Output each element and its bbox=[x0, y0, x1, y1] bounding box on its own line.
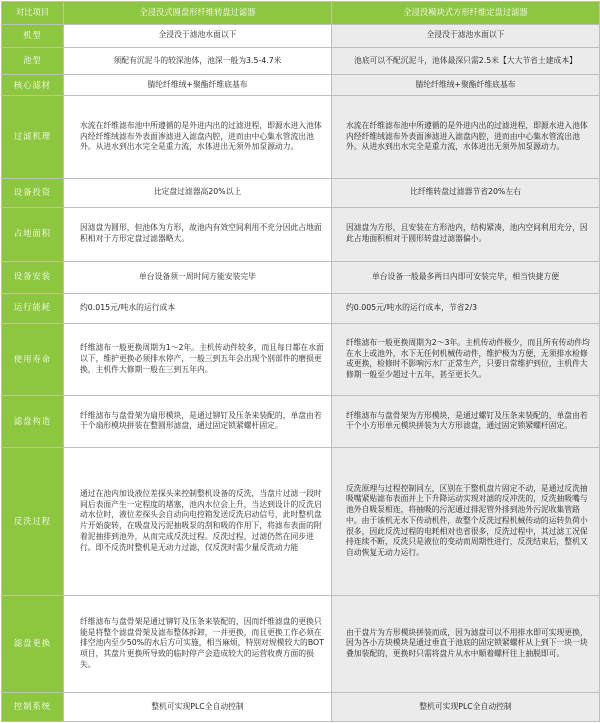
table-header-row bbox=[2, 2, 600, 25]
table-row bbox=[2, 47, 600, 75]
cell-product-b: 单台设备一般最多两日内即可安装完毕，相当快捷方便 bbox=[332, 261, 600, 293]
cell-product-a: 纤维滤布与盘骨架为扇形模块，是通过铆钉及压条来装配的，单盘由若干个扇形模块拼装在整圆形滤盘，通过固定锁紧螺杆固定。 bbox=[64, 396, 332, 448]
row-label: 核心滤材 bbox=[2, 75, 64, 96]
cell-product-b: 因滤盘为方形，且安装在方形池内，结构紧凑，池内空间利用充分，因此占地面积相对于圆形转盘过滤器偏小。 bbox=[332, 207, 600, 261]
table-row bbox=[2, 692, 600, 721]
table-row bbox=[2, 261, 600, 293]
row-label: 运行能耗 bbox=[2, 293, 64, 323]
table-row bbox=[2, 293, 600, 323]
cell-product-a: 纤维滤布与盘骨架是通过铆钉及压条来装配的，因而纤维滤盘的更换只能是将整个滤盘骨架及滤布整体拆卸，一并更换，而且更换工作必须在排空池内至少50%的水后方可实施，相当麻烦，特别对规模较大的BOT项目，其盘片更换所导致的临时停产会造成较大的运营收费方面的损失。 bbox=[64, 595, 332, 692]
table-row bbox=[2, 447, 600, 595]
cell-product-b: 腈纶纤维绒+聚酯纤维底基布 bbox=[332, 75, 600, 96]
cell-product-a: 纤维滤布一般更换周期为1～2年。主机传动件较多，而且每日都在水面以下，维护更换必须排水停产，一般三到五年会出现个别部件的磨损更换，主机件大修期一般在三到五年内。 bbox=[64, 323, 332, 395]
cell-product-b: 反洗原理与过程控制同左，区别在于整机盘片固定不动，是通过反洗抽吸嘴紧贴滤布表面并上下升降运动实现对滤的反冲洗的，反洗抽吸嘴与池外自吸泵相连，将抽吸的污泥通过排泥管外排到池外污泥收集管路中。由于该机无水下传动机件，故整个反洗过程机械传动的运转负荷小很多，因此反洗过程的电耗相对也省很多，反洗过程中，其过滤工况保持连续不断，反洗只是液位的变动而周期性进行，反洗结束后，整机又自动恢复无动力运行。 bbox=[332, 447, 600, 595]
cell-product-a: 腈纶纤维绒+聚酯纤维底基布 bbox=[64, 75, 332, 96]
cell-product-a: 单台设备须一周时间方能安装完毕 bbox=[64, 261, 332, 293]
row-label: 设备安装 bbox=[2, 261, 64, 293]
cell-product-b: 约0.005元/吨水的运行成本，节省2/3 bbox=[332, 293, 600, 323]
row-label: 机型 bbox=[2, 24, 64, 47]
row-label: 占地面积 bbox=[2, 207, 64, 261]
cell-product-b: 池底可以不配沉泥斗，池体最深只需2.5米【大大节省土建成本】 bbox=[332, 47, 600, 75]
table-row bbox=[2, 75, 600, 96]
header-product-b: 全浸没模块式方形纤维定盘过滤器 bbox=[332, 2, 600, 25]
table-row bbox=[2, 595, 600, 692]
table-row bbox=[2, 207, 600, 261]
cell-product-b: 比纤维转盘过滤器节省20%左右 bbox=[332, 178, 600, 207]
cell-product-b: 由于盘片为方形模块拼装而成，因为滤盘可以不用排水即可实现更换，因为各小方块模块是通过垂直于池底的固定锁紧螺杆从上到下一块一块叠加装配的，更换时只需将盘片从水中顺着螺杆往上抽脱即可。 bbox=[332, 595, 600, 692]
cell-product-b: 纤维滤布与盘骨架为方形模块，是通过螺钉及压条来装配的，单盘由若干个小方形单元模块拼装为大方形滤盘，通过固定锁紧螺杆固定。 bbox=[332, 396, 600, 448]
row-label: 滤盘构造 bbox=[2, 396, 64, 448]
cell-product-a: 通过在池内加设液位差探头来控制整机设备的反洗，当盘片过滤一段时间后表面产生一定程度的堵塞，池内水位会上升，当达到设计的反洗启动水位时，液位差探头会自动向电控箱发送反洗启动信号，此时整机盘片开始旋转，在吸盘及污泥抽吸泵的刮和吸的作用下，将滤布表面的附着泥抽排到池外，从而完成反洗过程。反洗过程，过滤仍然在同步进行。即不反洗时整机是无动力过滤，仅反洗时需少量反洗动力能 bbox=[64, 447, 332, 595]
cell-product-a: 约0.015元/吨水的运行成本 bbox=[64, 293, 332, 323]
cell-product-b: 整机可实现PLC全自动控制 bbox=[332, 692, 600, 721]
cell-product-a: 比定盘过滤器高20%以上 bbox=[64, 178, 332, 207]
row-label: 控制系统 bbox=[2, 692, 64, 721]
table-row bbox=[2, 96, 600, 179]
row-label: 使用寿命 bbox=[2, 323, 64, 395]
cell-product-a: 水流在纤维滤布池中所遵循的是外进内出的过滤进程，即源水进入池体内经纤维绒滤布外表面渗滤进入滤盘内腔，进而由中心集水管流出池外。从进水到出水完全是重力流，水体进出无须外加泵源动力。 bbox=[64, 96, 332, 179]
table-row bbox=[2, 178, 600, 207]
row-label: 滤盘更换 bbox=[2, 595, 64, 692]
cell-product-b: 水流在纤维滤布池中所遵循的是外进内出的过滤进程，即源水进入池体内经纤维绒滤布外表面渗滤进入滤盘内腔，进而由中心集水管流出池外。从进水到出水完全是重力流，水体进出无须外加泵源动力。 bbox=[332, 96, 600, 179]
row-label: 反洗过程 bbox=[2, 447, 64, 595]
row-label: 池型 bbox=[2, 47, 64, 75]
comparison-table bbox=[1, 1, 600, 722]
table-row bbox=[2, 24, 600, 47]
cell-product-b: 纤维滤布一般更换周期为2～3年。主机传动件极少，而且所有传动件均在水上或池外，水下无任何机械传动件，维护极为方便，无须排水检修或更换，检修时不影响污水厂正常生产，只要日常维护到位，主机件大修期一般至少超过十五年，甚至更长久。 bbox=[332, 323, 600, 395]
header-product-a: 全浸没式圆盘形纤维转盘过滤器 bbox=[64, 2, 332, 25]
cell-product-a: 全浸没于滤池水面以下 bbox=[64, 24, 332, 47]
row-label: 过滤机理 bbox=[2, 96, 64, 179]
cell-product-b: 全浸没于滤池水面以下 bbox=[332, 24, 600, 47]
cell-product-a: 因滤盘为圆形，但池体为方形，故池内有效空间利用不充分因此占地面积相对于方形定盘过滤器略大。 bbox=[64, 207, 332, 261]
table-row bbox=[2, 396, 600, 448]
row-label: 设备投资 bbox=[2, 178, 64, 207]
table-row bbox=[2, 323, 600, 395]
cell-product-a: 整机可实现PLC全自动控制 bbox=[64, 692, 332, 721]
cell-product-a: 须配有沉泥斗的较深池体，池深一般为3.5-4.7米 bbox=[64, 47, 332, 75]
header-item-label: 对比项目 bbox=[2, 2, 64, 25]
